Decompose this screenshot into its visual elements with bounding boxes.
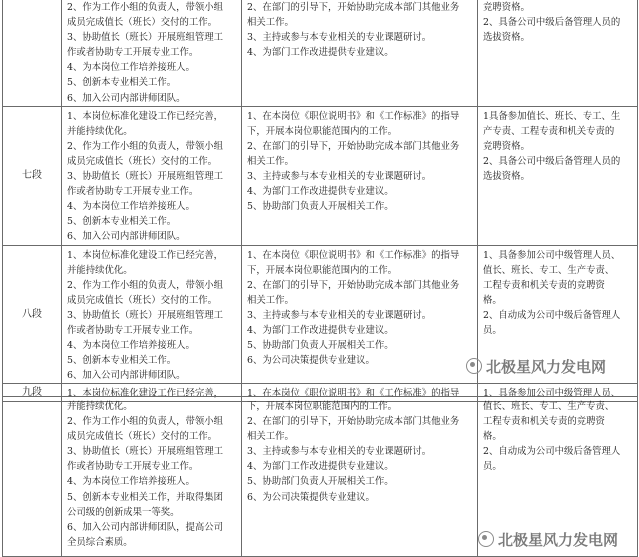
- cell-text-line: 2、作为工作小组的负责人，带领小组: [67, 140, 223, 152]
- segment-level: [3, 397, 62, 557]
- segment-col2-cell: [242, 106, 478, 245]
- cell-text-line: 2、作为工作小组的负责人，带领小组: [67, 2, 223, 13]
- wechat-icon: [466, 358, 482, 374]
- cell-text-line: 3、协助值长（班长）开展班组管理工: [67, 446, 223, 458]
- cell-text-line: 成员完成值长（班长）交付的工作。: [67, 294, 218, 306]
- cell-text-line: 6、为公司决策提供专业建议。: [247, 491, 375, 503]
- cell-text-line: 2、在部门的引导下，开始协助完成本部门其他业务: [247, 140, 460, 152]
- segment-col2-cell: [242, 397, 478, 557]
- cell-text-line: 成员完成值长（班长）交付的工作。: [67, 17, 218, 29]
- cell-text-line: 3、主持或参与本专业相关的专业课题研讨。: [247, 171, 432, 183]
- cell-text-line: 3、主持或参与本专业相关的专业课题研讨。: [247, 32, 432, 44]
- segment-table-top: [2, 0, 638, 402]
- cell-text-line: 2、自动成为公司中级后备管理人: [483, 446, 621, 458]
- cell-text-line: 并能持续优化。: [67, 401, 133, 412]
- cell-text-line: 相关工作。: [247, 431, 294, 443]
- cell-text-line: 5、协助部门负责人开展相关工作。: [247, 201, 394, 213]
- wechat-icon: [478, 531, 494, 547]
- cell-text-line: 竞聘资格。: [483, 2, 530, 13]
- cell-text-line: 1具备参加值长、班长、专工、生: [483, 110, 621, 122]
- cell-text-line: 5、协助部门负责人开展相关工作。: [247, 340, 394, 352]
- segment-col3-cell: [478, 0, 638, 106]
- cell-text-line: 下，开展本岗位职能范围内的工作。: [247, 401, 398, 412]
- cell-text-line: 竞聘资格。: [483, 140, 530, 152]
- cell-text-line: 4、为部门工作改进提供专业建议。: [247, 186, 394, 198]
- cell-text-line: 作或者协助专工开展专业工作。: [67, 47, 199, 59]
- cell-text-line: 1、在本岗位《职位说明书》和《工作标准》的指导: [247, 249, 460, 261]
- cell-text-line: 工程专责和机关专责的竞聘资: [483, 279, 605, 291]
- cell-text-line: 1、本岗位标准化建设工作已经完善，: [67, 388, 223, 400]
- cell-text-line: 2、作为工作小组的负责人，带领小组: [67, 279, 223, 291]
- cell-text-line: 3、协助值长（班长）开展班组管理工: [67, 171, 223, 183]
- segment-col3-cell: [478, 106, 638, 245]
- cell-text-line: 选拔资格。: [483, 171, 530, 183]
- cell-text-line: 工程专责和机关专责的竞聘资: [483, 416, 605, 428]
- cell-text-line: 2、在部门的引导下，开始协助完成本部门其他业务: [247, 279, 460, 291]
- cell-text-line: 员。: [483, 461, 502, 473]
- segment-col1-cell: [62, 245, 242, 384]
- cell-text-line: 1、本岗位标准化建设工作已经完善，: [67, 110, 223, 122]
- cell-text-line: 2、作为工作小组的负责人，带领小组: [67, 416, 223, 428]
- segment-row: [3, 0, 638, 106]
- cell-text-line: 公司级的创新成果一等奖。: [67, 506, 180, 518]
- cell-text-line: 选拔资格。: [483, 32, 530, 44]
- cell-text-line: 6、加入公司内部讲师团队。: [67, 231, 186, 243]
- cell-text-line: 并能持续优化。: [67, 125, 133, 137]
- cell-text-line: 5、创新本专业相关工作。: [67, 77, 177, 89]
- segment-col2-cell: [242, 0, 478, 106]
- cell-text-line: 1、在本岗位《职位说明书》和《工作标准》的指导: [247, 388, 460, 400]
- cell-text-line: 1、在本岗位《职位说明书》和《工作标准》的指导: [247, 110, 460, 122]
- cell-text-line: 作或者协助专工开展专业工作。: [67, 186, 199, 198]
- segment-table-top-body: [3, 0, 638, 402]
- cell-text-line: 产专责、工程专责和机关专责的: [483, 125, 615, 137]
- cell-text-line: 相关工作。: [247, 155, 294, 167]
- cell-text-line: 4、为本岗位工作培养接班人。: [67, 340, 195, 352]
- cell-text-line: 1、本岗位标准化建设工作已经完善，: [67, 249, 223, 261]
- cell-text-line: 1、具备参加公司中级管理人员、: [483, 249, 621, 261]
- cell-text-line: 4、为部门工作改进提供专业建议。: [247, 324, 394, 336]
- cell-text-line: 6、为公司决策提供专业建议。: [247, 355, 375, 367]
- cell-text-line: 6、加入公司内部讲师团队。: [67, 370, 186, 382]
- cell-text-line: 4、为本岗位工作培养接班人。: [67, 62, 195, 74]
- cell-text-line: 5、创新本专业相关工作。: [67, 216, 177, 228]
- segment-level: 九段: [3, 384, 62, 402]
- cell-text-line: 2、具备公司中级后备管理人员的: [483, 17, 621, 29]
- cell-text-line: 5、创新本专业相关工作。: [67, 355, 177, 367]
- segment-level: 七段: [3, 106, 62, 245]
- cell-text-line: 4、为本岗位工作培养接班人。: [67, 201, 195, 213]
- segment-col1-cell: [62, 106, 242, 245]
- cell-text-line: 3、协助值长（班长）开展班组管理工: [67, 32, 223, 44]
- cell-text-line: 4、为部门工作改进提供专业建议。: [247, 47, 394, 59]
- cell-text-line: 成员完成值长（班长）交付的工作。: [67, 431, 218, 443]
- segment-level: [3, 0, 62, 106]
- cell-text-line: 值长、班长、专工、生产专责、: [483, 264, 615, 276]
- cell-text-line: 值长、班长、专工、生产专责、: [483, 401, 615, 412]
- cell-text-line: 6、加入公司内部讲师团队。: [67, 92, 186, 104]
- cell-text-line: 5、协助部门负责人开展相关工作。: [247, 476, 394, 488]
- cell-text-line: 并能持续优化。: [67, 264, 133, 276]
- cell-text-line: 2、在部门的引导下，开始协助完成本部门其他业务: [247, 416, 460, 428]
- cell-text-line: 作或者协助专工开展专业工作。: [67, 324, 199, 336]
- cell-text-line: 作或者协助专工开展专业工作。: [67, 461, 199, 473]
- cell-text-line: 3、协助值长（班长）开展班组管理工: [67, 309, 223, 321]
- watermark-text: 北极星风力发电网: [498, 531, 619, 549]
- cell-text-line: 4、为部门工作改进提供专业建议。: [247, 461, 394, 473]
- cell-text-line: 全员综合素质。: [67, 536, 133, 548]
- cell-text-line: 3、主持或参与本专业相关的专业课题研讨。: [247, 446, 432, 458]
- cell-text-line: 2、在部门的引导下，开始协助完成本部门其他业务: [247, 2, 460, 13]
- cell-text-line: 员。: [483, 324, 502, 336]
- watermark-bottom: [478, 529, 618, 550]
- cell-text-line: 4、为本岗位工作培养接班人。: [67, 476, 195, 488]
- cell-text-line: 格。: [483, 431, 502, 443]
- cell-text-line: 格。: [483, 294, 502, 306]
- cell-text-line: 2、具备公司中级后备管理人员的: [483, 155, 621, 167]
- cell-text-line: 1、具备参加公司中级管理人员、: [483, 388, 621, 400]
- segment-row: [3, 106, 638, 245]
- cell-text-line: 相关工作。: [247, 294, 294, 306]
- watermark-top: [466, 356, 606, 377]
- cell-text-line: 2、自动成为公司中级后备管理人: [483, 309, 621, 321]
- cell-text-line: 5、创新本专业相关工作，并取得集团: [67, 491, 223, 503]
- cell-text-line: 成员完成值长（班长）交付的工作。: [67, 155, 218, 167]
- segment-col1-cell: [62, 0, 242, 106]
- cell-text-line: 相关工作。: [247, 17, 294, 29]
- segment-level: 八段: [3, 245, 62, 384]
- cell-text-line: 6、加入公司内部讲师团队，提高公司: [67, 521, 223, 533]
- cell-text-line: 3、主持或参与本专业相关的专业课题研讨。: [247, 309, 432, 321]
- cell-text-line: 下，开展本岗位职能范围内的工作。: [247, 125, 398, 137]
- segment-col2-cell: [242, 245, 478, 384]
- watermark-text: 北极星风力发电网: [486, 358, 607, 376]
- segment-col1-cell: [62, 397, 242, 557]
- cell-text-line: 下，开展本岗位职能范围内的工作。: [247, 264, 398, 276]
